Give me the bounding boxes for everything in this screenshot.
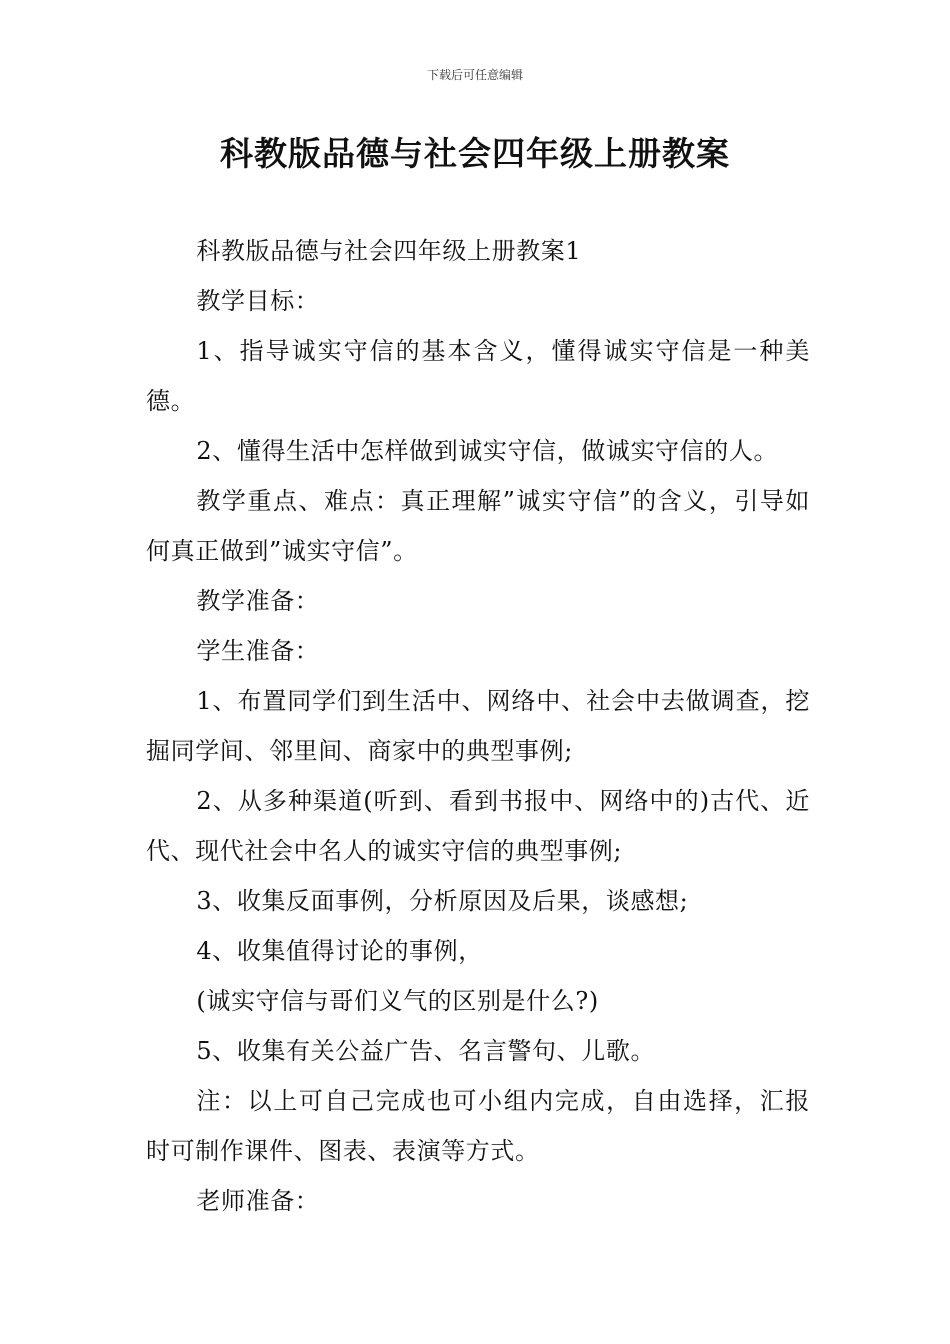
document-title: 科教版品德与社会四年级上册教案 xyxy=(220,134,730,173)
paragraph-objective-1: 1、指导诚实守信的基本含义，懂得诚实守信是一种美德。 xyxy=(146,337,810,415)
paragraph-student-prep-4: 4、收集值得讨论的事例， xyxy=(196,937,483,965)
paragraph-preparation-label: 教学准备： xyxy=(196,587,320,615)
document-body xyxy=(146,226,810,1226)
paragraph-objectives-label: 教学目标： xyxy=(196,287,320,315)
paragraph-student-prep-2: 2、从多种渠道(听到、看到书报中、网络中的)古代、近代、现代社会中名人的诚实守信的典型事例; xyxy=(146,787,810,865)
paragraph-student-prep-5: 5、收集有关公益广告、名言警句、儿歌。 xyxy=(196,1037,656,1065)
paragraph-student-prep-1: 1、布置同学们到生活中、网络中、社会中去做调查，挖掘同学间、邻里间、商家中的典型事例; xyxy=(146,687,810,765)
paragraph-key-points: 教学重点、难点：真正理解”诚实守信”的含义，引导如何真正做到”诚实守信”。 xyxy=(146,487,810,565)
paragraph-student-prep-label: 学生准备： xyxy=(196,637,320,665)
paragraph-student-prep-3: 3、收集反面事例，分析原因及后果，谈感想; xyxy=(196,887,689,915)
paragraph-teacher-prep-label: 老师准备： xyxy=(196,1187,320,1215)
paragraph-objective-2: 2、懂得生活中怎样做到诚实守信，做诚实守信的人。 xyxy=(196,437,779,465)
paragraph-note: 注：以上可自己完成也可小组内完成，自由选择，汇报时可制作课件、图表、表演等方式。 xyxy=(146,1087,810,1165)
header-note: 下载后可任意编辑 xyxy=(426,68,523,82)
paragraph-discussion-question: (诚实守信与哥们义气的区别是什么?) xyxy=(196,987,599,1015)
paragraph-lesson-heading: 科教版品德与社会四年级上册教案1 xyxy=(196,237,582,265)
